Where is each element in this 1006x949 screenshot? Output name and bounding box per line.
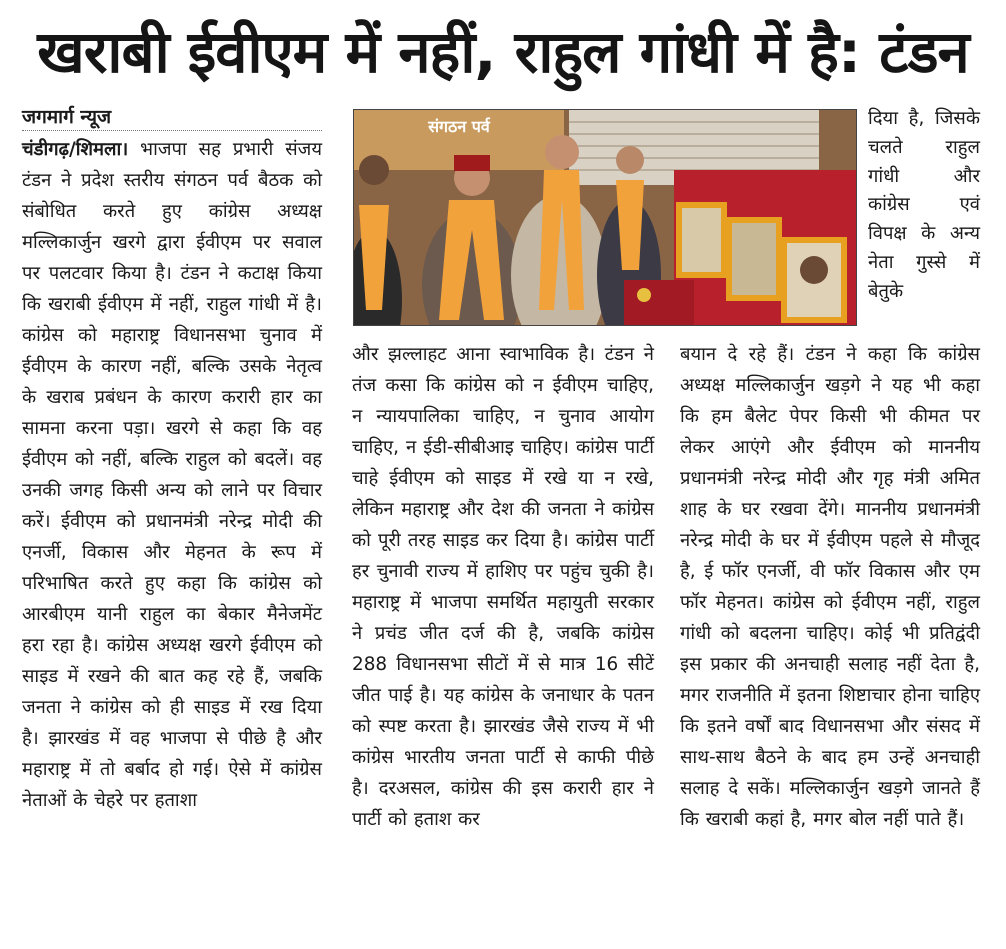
portrait-face bbox=[800, 256, 828, 284]
article-column-1 bbox=[22, 134, 322, 816]
article-column-2: और झल्लाहट आना स्वाभाविक है। टंडन ने तंज कसा कि कांग्रेस को न ईवीएम चाहिए, न न्यायपालिका चाहिए, न चुनाव आयोग चाहिए, न ईडी-सीबीआइ चाहिए। कांग्रेस पार्टी चाहे ईवीएम को साइड में रखे या न रखे, लेकिन महाराष्ट्र और देश की जनता ने कांग्रेस को पूरी तरह साइड कर दिया है। कांग्रेस पार्टी हर चुनावी राज्य में हाशिए पर पहुंच चुकी है। महाराष्ट्र में भाजपा समर्थित महायुती सरकार ने प्रचंड जीत दर्ज की है, जबकि कांग्रेस 288 विधानसभा सीटों में से मात्र 16 सीटें जीत पाई है। यह कांग्रेस के जनाधार के पतन को स्पष्ट करता है। झारखंड जैसे राज्य में भी कांग्रेस भारतीय जनता पार्टी से काफी पीछे है। दरअसल, कांग्रेस की इस करारी हार ने पार्टी को हताश कर bbox=[352, 344, 654, 830]
event-photo-illustration bbox=[354, 110, 856, 325]
photo-table bbox=[624, 280, 694, 325]
article-column-3-top: दिया है, जिसके चलते राहुल गांधी और कांग्रेस एवं विपक्ष के अन्य नेता गुस्से में बेतुके bbox=[868, 108, 980, 302]
event-photo bbox=[353, 109, 857, 326]
photo-lamp-flame bbox=[637, 288, 651, 302]
headline: खराबी ईवीएम में नहीं, राहुल गांधी में है: टंडन bbox=[37, 18, 969, 86]
person-4-head bbox=[616, 146, 644, 174]
person-1-head bbox=[359, 155, 389, 185]
column-1-body: भाजपा सह प्रभारी संजय टंडन ने प्रदेश स्तरीय संगठन पर्व बैठक को संबोधित करते हुए कांग्रेस अध्यक्ष मल्लिकार्जुन खरगे द्वारा ईवीएम पर सवाल पर पलटवार किया है। टंडन ने कटाक्ष किया कि खराबी ईवीएम में नहीं, राहुल गांधी में है। कांग्रेस को महाराष्ट्र विधानसभा चुनाव में ईवीएम के कारण नहीं, बल्कि उसके नेतृत्व के खराब प्रबंधन के कारण करारी हार का सामना करना पड़ा। खरगे से कहा कि वह ईवीएम को नहीं, बल्कि राहुल को बदलें। वह उनकी जगह किसी अन्य को लाने पर विचार करें। ईवीएम को प्रधानमंत्री नरेन्द्र मोदी की एनर्जी, विकास और मेहनत के रूप में परिभाषित करते हुए कहा कि कांग्रेस को आरबीएम यानी राहुल का बेकार मैनेजमेंट हरा रहा है। कांग्रेस अध्यक्ष खरगे ईवीएम को साइड में रखने की बात कह रहे हैं, जबकि जनता ने कांग्रेस को ही साइड में रख दिया है। झारखंड में वह भाजपा से पीछे है और महाराष्ट्र में तो बर्बाद हो गई। ऐसे में कांग्रेस नेताओं के चेहरे पर हताशा bbox=[22, 139, 322, 811]
portrait-frame-1 bbox=[679, 205, 724, 275]
portrait-frame-2 bbox=[729, 220, 779, 298]
person-3-head bbox=[545, 135, 579, 169]
byline: जगमार्ग न्यूज bbox=[22, 104, 322, 131]
dateline: चंडीगढ़/शिमला। bbox=[22, 139, 129, 160]
person-2-cap bbox=[454, 155, 490, 171]
article-column-3: बयान दे रहे हैं। टंडन ने कहा कि कांग्रेस अध्यक्ष मल्लिकार्जुन खड़गे ने यह भी कहा कि हम बैलेट पेपर किसी भी कीमत पर लेकर आएंगे और ईवीएम को माननीय प्रधानमंत्री नरेन्द्र मोदी और गृह मंत्री अमित शाह के घर रखवा देंगे। माननीय प्रधानमंत्री नरेन्द्र मोदी के घर में ईवीएम पहले से मौजूद है, ई फॉर एनर्जी, वी फॉर विकास और एम फॉर मेहनत। कांग्रेस को ईवीएम नहीं, राहुल गांधी को बदलना चाहिए। कोई भी प्रतिद्वंदी इस प्रकार की अनचाही सलाह नहीं देता है, मगर राजनीति में इतना शिष्टाचार होना चाहिए कि इतने वर्षों बाद विधानसभा और संसद में साथ-साथ बैठने के बाद हम उन्हें अनचाही सलाह दे सकें। मल्लिकार्जुन खड़गे जानते हैं कि खराबी कहां है, मगर बोल नहीं पाते हैं। bbox=[680, 344, 980, 830]
photo-banner-text: संगठन पर्व bbox=[428, 117, 490, 136]
